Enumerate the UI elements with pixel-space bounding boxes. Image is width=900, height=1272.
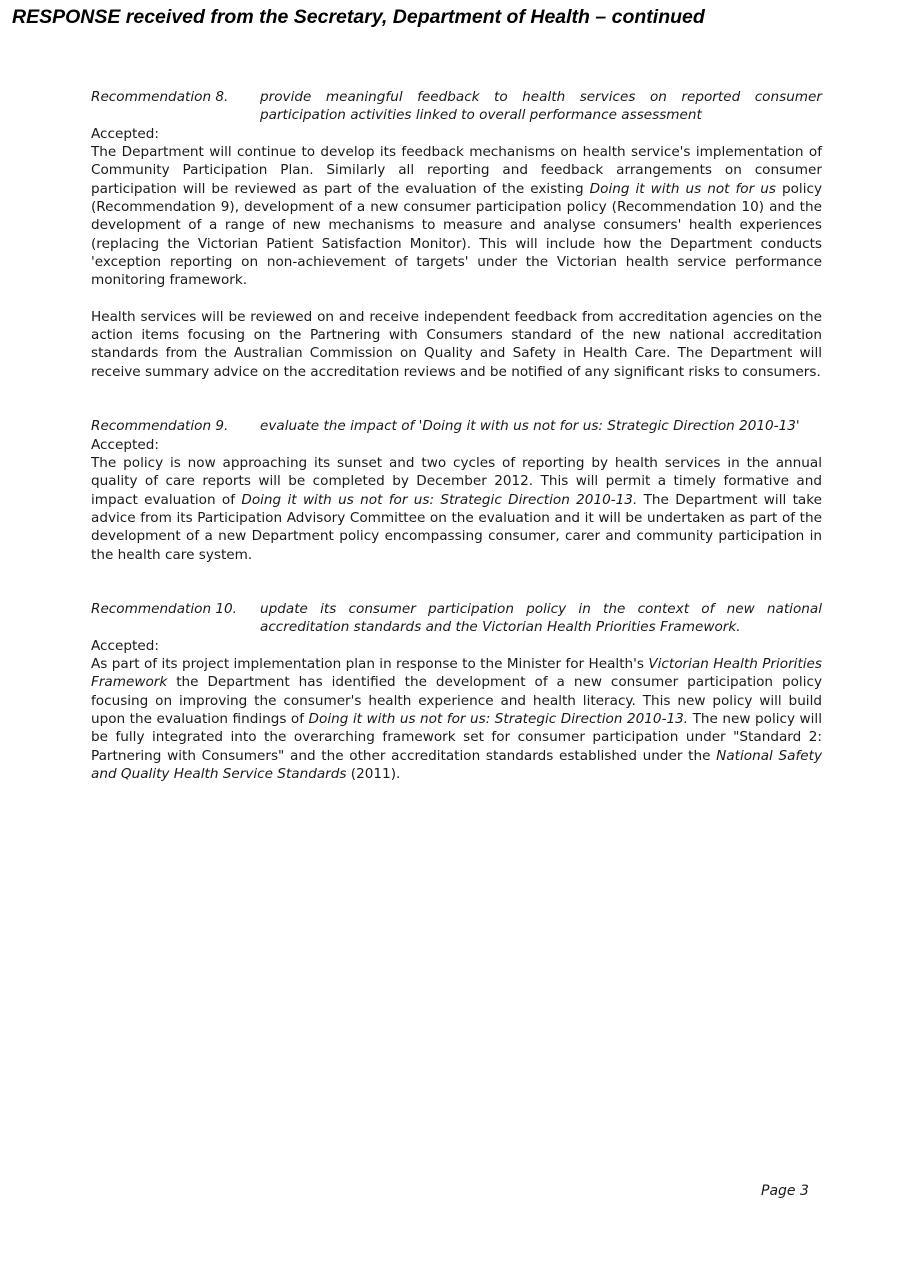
response-status: Accepted: [91,125,159,142]
recommendation-number: Recommendation 8. [91,89,229,105]
page-number: Page 3 [761,1183,809,1199]
response-status: Accepted: [91,436,159,453]
recommendation-10-section [91,600,822,783]
response-paragraph: The policy is now approaching its sunset and two cycles of reporting by health services in the annual quality of care reports will be completed by December 2012. This will permit a timely formative and impact evaluation of Doing it with us not for us: Strategic Direction 2010-13. The Department will take advice from its Participation Advisory Committee on the evaluation and it will be undertaken as part of the development of a new Department policy encompassing consumer, carer and community participation in the health care system. [91,454,822,563]
page-header-title: RESPONSE received from the Secretary, Department of Health – continued [12,6,705,28]
response-paragraph: As part of its project implementation plan in response to the Minister for Health's Victorian Health Priorities Framework the Department has identified the development of a new consumer participation policy focusing on improving the consumer's health experience and health literacy. This new policy will build upon the evaluation findings of Doing it with us not for us: Strategic Direction 2010-13. The new policy will be fully integrated into the overarching framework set for consumer participation under "Standard 2: Partnering with Consumers" and the other accreditation standards established under the National Safety and Quality Health Service Standards (2011). [91,655,822,782]
recommendation-heading [91,88,822,125]
recommendation-9-section [91,417,822,564]
recommendation-number: Recommendation 9. [91,418,229,435]
recommendation-heading [91,417,822,435]
recommendation-8-section [91,88,822,381]
recommendation-text: evaluate the impact of 'Doing it with us not for us: Strategic Direction 2010-13' [260,418,800,435]
standards-title-italic: National Safety and Quality Health Service Standards [91,747,822,782]
response-status: Accepted: [91,637,159,654]
recommendation-number: Recommendation 10. [91,600,238,617]
framework-title-italic: Victorian Health Priorities Framework [91,655,822,691]
recommendation-text: update its consumer participation policy in the context of new national accreditation standards and the Victorian Health Priorities Framework. [260,600,822,636]
recommendation-text: provide meaningful feedback to health services on reported consumer participation activities linked to overall performance assessment [260,89,822,124]
recommendation-heading [91,600,822,637]
policy-title-italic: Doing it with us not for us: Strategic Direction 2010-13. [308,710,689,727]
document-body [91,88,822,783]
response-paragraph: Health services will be reviewed on and receive independent feedback from accreditation agencies on the action items focusing on the Partnering with Consumers standard of the new national accreditation standards from the Australian Commission on Quality and Safety in Health Care. The Department will receive summary advice on the accreditation reviews and be notified of any significant risks to consumers. [91,308,822,380]
policy-title-italic: Doing it with us not for us [589,180,776,197]
policy-title-italic: Doing it with us not for us: Strategic Direction 2010-13. [241,491,638,508]
response-paragraph: The Department will continue to develop its feedback mechanisms on health service's implementation of Community Participation Plan. Similarly all reporting and feedback arrangements on consumer participation will be reviewed as part of the evaluation of the existing Doing it with us not for us policy (Recommendation 9), development of a new consumer participation policy (Recommendation 10) and the development of a range of new mechanisms to measure and analyse consumers' health experiences (replacing the Victorian Patient Satisfaction Monitor). This will include how the Department conducts 'exception reporting on non-achievement of targets' under the Victorian health service performance monitoring framework. [91,144,823,289]
